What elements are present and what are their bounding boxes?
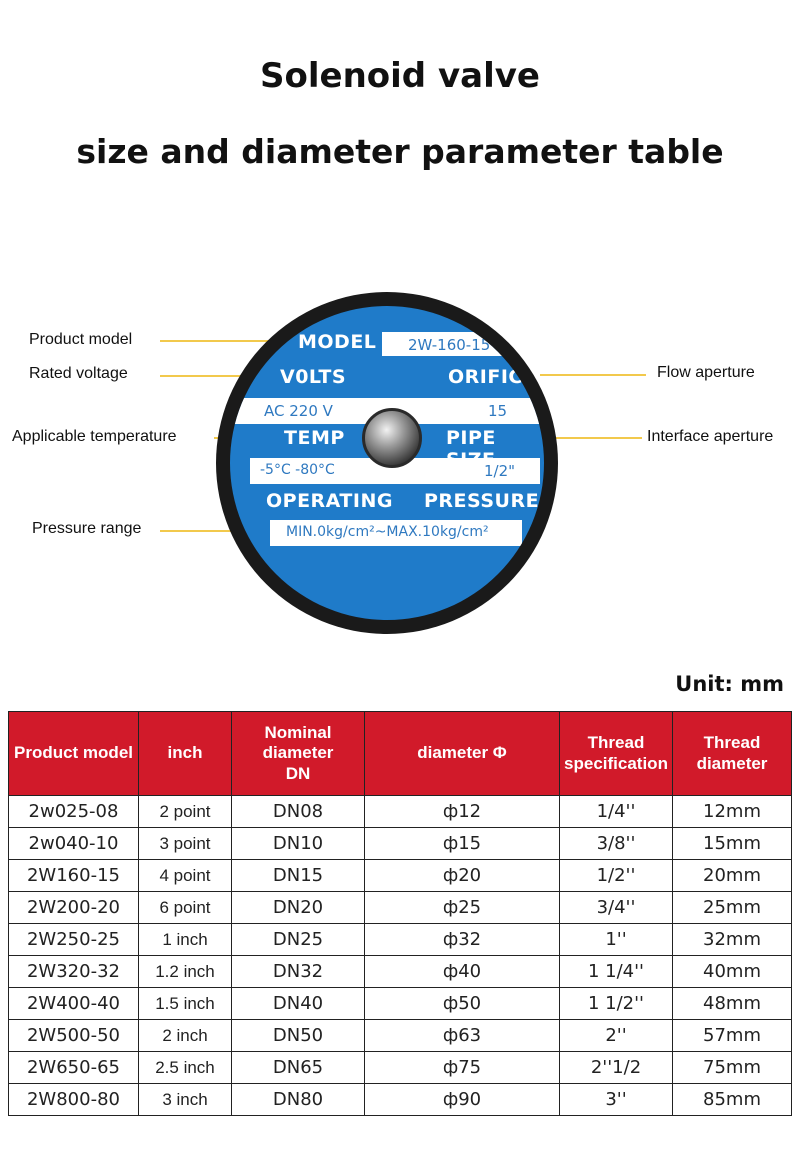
pipe-size-value: 1/2" bbox=[484, 462, 516, 480]
cell-thread-spec: 3'' bbox=[560, 1084, 673, 1116]
cell-model: 2w025-08 bbox=[9, 796, 139, 828]
temp-value: -5°C -80°C bbox=[260, 462, 335, 478]
cell-thread-spec: 1 1/2'' bbox=[560, 988, 673, 1020]
cell-thread-diameter: 25mm bbox=[673, 892, 792, 924]
callout-flow-aperture: Flow aperture bbox=[657, 364, 755, 381]
cell-model: 2W650-65 bbox=[9, 1052, 139, 1084]
cell-diameter: ф32 bbox=[365, 924, 560, 956]
cell-dn: DN40 bbox=[232, 988, 365, 1020]
cell-thread-spec: 1/2'' bbox=[560, 860, 673, 892]
volts-value: AC 220 V bbox=[264, 402, 333, 420]
cell-model: 2W400-40 bbox=[9, 988, 139, 1020]
table-header-row bbox=[9, 712, 792, 796]
cell-diameter: ф75 bbox=[365, 1052, 560, 1084]
table-row bbox=[9, 1052, 792, 1084]
cell-inch: 1 inch bbox=[139, 924, 232, 956]
callout-product-model: Product model bbox=[29, 331, 133, 348]
cell-thread-spec: 3/4'' bbox=[560, 892, 673, 924]
table-row bbox=[9, 892, 792, 924]
cell-model: 2W800-80 bbox=[9, 1084, 139, 1116]
header-thread-specification bbox=[560, 712, 673, 796]
cell-inch: 1.5 inch bbox=[139, 988, 232, 1020]
volts-heading: V0LTS bbox=[280, 366, 347, 388]
spec-table bbox=[8, 711, 792, 1116]
header-text: Thread bbox=[587, 733, 645, 753]
cell-diameter: ф25 bbox=[365, 892, 560, 924]
cell-diameter: ф40 bbox=[365, 956, 560, 988]
table-row bbox=[9, 988, 792, 1020]
cell-model: 2W160-15 bbox=[9, 860, 139, 892]
cell-dn: DN10 bbox=[232, 828, 365, 860]
cell-thread-diameter: 15mm bbox=[673, 828, 792, 860]
cell-dn: DN32 bbox=[232, 956, 365, 988]
cell-diameter: ф15 bbox=[365, 828, 560, 860]
cell-dn: DN25 bbox=[232, 924, 365, 956]
cell-inch: 4 point bbox=[139, 860, 232, 892]
cell-inch: 2 point bbox=[139, 796, 232, 828]
cell-dn: DN20 bbox=[232, 892, 365, 924]
orifice-heading: ORIFICE bbox=[448, 366, 537, 388]
table-row bbox=[9, 1084, 792, 1116]
model-value: 2W-160-15 bbox=[408, 336, 491, 354]
cell-thread-spec: 1 1/4'' bbox=[560, 956, 673, 988]
model-heading: MODEL bbox=[298, 331, 377, 353]
cell-dn: DN80 bbox=[232, 1084, 365, 1116]
header-product-model: Product model bbox=[9, 712, 139, 796]
cell-inch: 2.5 inch bbox=[139, 1052, 232, 1084]
header-text: Nominal bbox=[264, 722, 332, 742]
callout-applicable-temperature: Applicable temperature bbox=[12, 428, 177, 445]
cell-diameter: ф50 bbox=[365, 988, 560, 1020]
cell-thread-diameter: 12mm bbox=[673, 796, 792, 828]
cell-inch: 3 point bbox=[139, 828, 232, 860]
cell-thread-diameter: 57mm bbox=[673, 1020, 792, 1052]
cell-thread-spec: 1'' bbox=[560, 924, 673, 956]
header-text: specification bbox=[564, 753, 668, 773]
cell-model: 2W250-25 bbox=[9, 924, 139, 956]
header-text: DN bbox=[285, 763, 311, 783]
cell-thread-diameter: 40mm bbox=[673, 956, 792, 988]
retaining-nut bbox=[362, 408, 422, 468]
operating-heading: OPERATING bbox=[266, 490, 393, 512]
cell-thread-diameter: 20mm bbox=[673, 860, 792, 892]
cell-diameter: ф63 bbox=[365, 1020, 560, 1052]
pipe-size-heading: PIPE bbox=[446, 427, 496, 449]
header-diameter: diameter Φ bbox=[365, 712, 560, 796]
cell-inch: 1.2 inch bbox=[139, 956, 232, 988]
page-title: Solenoid valve bbox=[260, 56, 540, 96]
nameplate-label bbox=[230, 306, 544, 620]
table-row bbox=[9, 828, 792, 860]
header-nominal-diameter bbox=[232, 712, 365, 796]
cell-model: 2w040-10 bbox=[9, 828, 139, 860]
cell-model: 2W200-20 bbox=[9, 892, 139, 924]
cell-dn: DN65 bbox=[232, 1052, 365, 1084]
cell-model: 2W320-32 bbox=[9, 956, 139, 988]
cell-diameter: ф90 bbox=[365, 1084, 560, 1116]
pressure-heading: PRESSURE bbox=[424, 490, 540, 512]
table-row bbox=[9, 860, 792, 892]
cell-dn: DN50 bbox=[232, 1020, 365, 1052]
nameplate-diagram bbox=[0, 280, 800, 650]
page-subtitle: size and diameter parameter table bbox=[76, 132, 724, 171]
cell-thread-spec: 2'' bbox=[560, 1020, 673, 1052]
cell-thread-spec: 1/4'' bbox=[560, 796, 673, 828]
header-thread-diameter bbox=[673, 712, 792, 796]
leader-line bbox=[540, 374, 646, 376]
callout-pressure-range: Pressure range bbox=[32, 520, 142, 537]
pressure-value: MIN.0kg/cm²~MAX.10kg/cm² bbox=[286, 524, 489, 540]
header-text: Thread bbox=[703, 733, 761, 753]
cell-thread-diameter: 32mm bbox=[673, 924, 792, 956]
cell-thread-spec: 2''1/2 bbox=[560, 1052, 673, 1084]
cell-thread-diameter: 85mm bbox=[673, 1084, 792, 1116]
cell-inch: 3 inch bbox=[139, 1084, 232, 1116]
orifice-value: 15 bbox=[488, 402, 508, 420]
cell-inch: 2 inch bbox=[139, 1020, 232, 1052]
cell-inch: 6 point bbox=[139, 892, 232, 924]
header-inch: inch bbox=[139, 712, 232, 796]
table-row bbox=[9, 956, 792, 988]
cell-thread-diameter: 48mm bbox=[673, 988, 792, 1020]
callout-interface-aperture: Interface aperture bbox=[647, 428, 774, 445]
cell-dn: DN08 bbox=[232, 796, 365, 828]
unit-label: Unit: mm bbox=[675, 672, 784, 696]
cell-model: 2W500-50 bbox=[9, 1020, 139, 1052]
cell-diameter: ф20 bbox=[365, 860, 560, 892]
cell-dn: DN15 bbox=[232, 860, 365, 892]
temp-heading: TEMP bbox=[284, 427, 345, 449]
header-text: diameter bbox=[696, 753, 768, 773]
cell-diameter: ф12 bbox=[365, 796, 560, 828]
table-row bbox=[9, 796, 792, 828]
cell-thread-spec: 3/8'' bbox=[560, 828, 673, 860]
callout-rated-voltage: Rated voltage bbox=[29, 365, 128, 382]
table-row bbox=[9, 1020, 792, 1052]
leader-line bbox=[556, 437, 642, 439]
cell-thread-diameter: 75mm bbox=[673, 1052, 792, 1084]
header-text: diameter bbox=[262, 743, 334, 763]
table-row bbox=[9, 924, 792, 956]
